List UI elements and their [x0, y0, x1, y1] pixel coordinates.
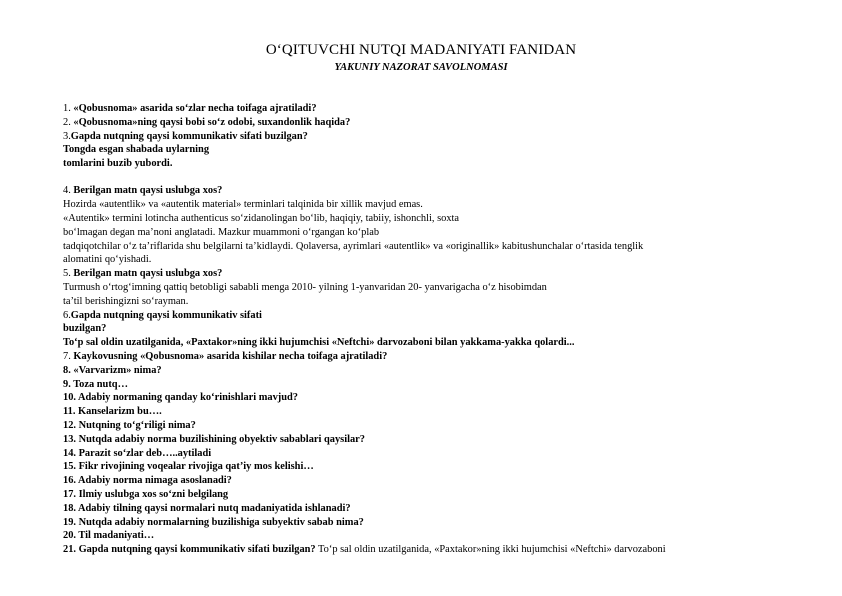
text-line [63, 322, 833, 336]
question-text: 11. Kanselarizm bu…. [63, 406, 162, 418]
question-text: 21. Gapda nutqning qaysi kommunikativ sifati buzilgan? [63, 544, 316, 556]
text-line [63, 488, 833, 502]
passage-text: «Autentik» termini lotincha authenticus so‘zidanolingan bo‘lib, haqiqiy, tabiiy, ishonchli, soxta [63, 213, 460, 225]
question-text: 17. Ilmiy uslubga xos so‘zni belgilang [63, 489, 229, 501]
question-number: 7. [63, 351, 74, 363]
passage-text: alomatini qo‘yishadi. [63, 254, 152, 266]
document-title: O‘QITUVCHI NUTQI MADANIYATI FANIDAN [265, 42, 577, 58]
question-number: 3. [63, 130, 71, 142]
question-text: 20. Til madaniyati… [63, 530, 155, 542]
text-line [63, 474, 833, 488]
question-text: 12. Nutqning to‘g‘riligi nima? [63, 420, 196, 432]
text-line [63, 364, 833, 378]
text-line [63, 253, 833, 267]
question-text: buzilgan? [63, 323, 107, 335]
text-line [63, 378, 833, 392]
question-text: 18. Adabiy tilning qaysi normalari nutq madaniyatida ishlanadi? [63, 502, 351, 514]
text-line [63, 516, 833, 530]
passage-text: ta’til berishingizni so‘rayman. [63, 295, 189, 307]
text-line [63, 281, 833, 295]
question-text: tomlarini buzib yubordi. [63, 158, 173, 170]
question-text: 13. Nutqda adabiy norma buzilishining obyektiv sabablari qaysilar? [63, 433, 365, 445]
question-text: Berilgan matn qaysi uslubga xos? [73, 185, 223, 197]
question-number: 1. [63, 103, 74, 114]
text-line [63, 350, 833, 364]
text-line [63, 184, 833, 198]
blank-line [63, 171, 833, 185]
text-line [63, 543, 833, 557]
text-line [63, 267, 833, 281]
question-number: 4. [63, 185, 74, 197]
text-line [63, 198, 833, 212]
text-line [63, 130, 833, 144]
text-line [63, 433, 833, 447]
question-list [63, 102, 833, 557]
question-text: Gapda nutqning qaysi kommunikativ sifati [70, 309, 262, 321]
text-line [63, 309, 833, 323]
passage-text: bo‘lmagan degan ma’noni anglatadi. Mazkur muammoni o‘rgangan ko‘plab [63, 226, 380, 238]
question-text: Tongda esgan shabada uylarning [63, 144, 210, 156]
question-text: 9. Toza nutq… [63, 378, 128, 390]
question-text: «Qobusnoma»ning qaysi bobi so‘z odobi, suxandonlik haqida? [73, 116, 351, 128]
question-text: Kaykovusning «Qobusnoma» asarida kishilar necha toifaga ajratiladi? [73, 351, 388, 363]
question-number: 5. [63, 268, 74, 280]
question-number: 2. [63, 116, 74, 128]
text-line [63, 240, 833, 254]
text-line [63, 529, 833, 543]
question-text: 16. Adabiy norma nimaga asoslanadi? [63, 475, 232, 487]
question-text: Berilgan matn qaysi uslubga xos? [73, 268, 223, 280]
question-number: 6. [63, 309, 71, 321]
question-text: 8. «Varvarizm» nima? [63, 364, 162, 376]
text-line [63, 102, 833, 116]
text-line [63, 143, 833, 157]
passage-text: tadqiqotchilar o‘z ta’riflarida shu belgilarni ta’kidlaydi. Qolaversa, ayrimlari «autentlik» va «originallik» kabitushunchalar o‘rtasida tenglik [63, 240, 644, 252]
text-line [63, 405, 833, 419]
question-text: 15. Fikr rivojining voqealar rivojiga qat’iy mos kelishi… [63, 461, 314, 473]
question-text: To‘p sal oldin uzatilganida, «Paxtakor»ning ikki hujumchisi «Neftchi» darvozaboni bilan yakkama-yakka qolardi... [63, 337, 575, 349]
question-text: «Qobusnoma» asarida so‘zlar necha toifaga ajratiladi? [73, 103, 317, 114]
passage-text: Turmush o‘rtog‘imning qattiq betobligi sababli menga 2010- yilning 1-yanvaridan 20- yanvarigacha o‘z hisobimdan [63, 282, 547, 294]
document-subtitle: YAKUNIY NAZORAT SAVOLNOMASI [334, 62, 508, 73]
question-text: 14. Parazit so‘zlar deb…..aytiladi [63, 447, 212, 459]
question-text: Gapda nutqning qaysi kommunikativ sifati buzilgan? [70, 130, 308, 142]
text-line [63, 226, 833, 240]
text-line [63, 419, 833, 433]
question-text: 10. Adabiy normaning qanday ko‘rinishlari mavjud? [63, 392, 299, 404]
text-line [63, 391, 833, 405]
question-text: 19. Nutqda adabiy normalarning buzilishiga subyektiv sabab nima? [63, 516, 364, 528]
text-line [63, 116, 833, 130]
text-line [63, 157, 833, 171]
passage-text: Hozirda «autentlik» va «autentik material» terminlari talqinida bir xillik mavjud emas. [63, 199, 423, 211]
text-line [63, 212, 833, 226]
text-line [63, 447, 833, 461]
text-line [63, 460, 833, 474]
text-line [63, 336, 833, 350]
passage-text: To‘p sal oldin uzatilganida, «Paxtakor»ning ikki hujumchisi «Neftchi» darvozaboni [315, 544, 666, 556]
text-line [63, 502, 833, 516]
text-line [63, 295, 833, 309]
